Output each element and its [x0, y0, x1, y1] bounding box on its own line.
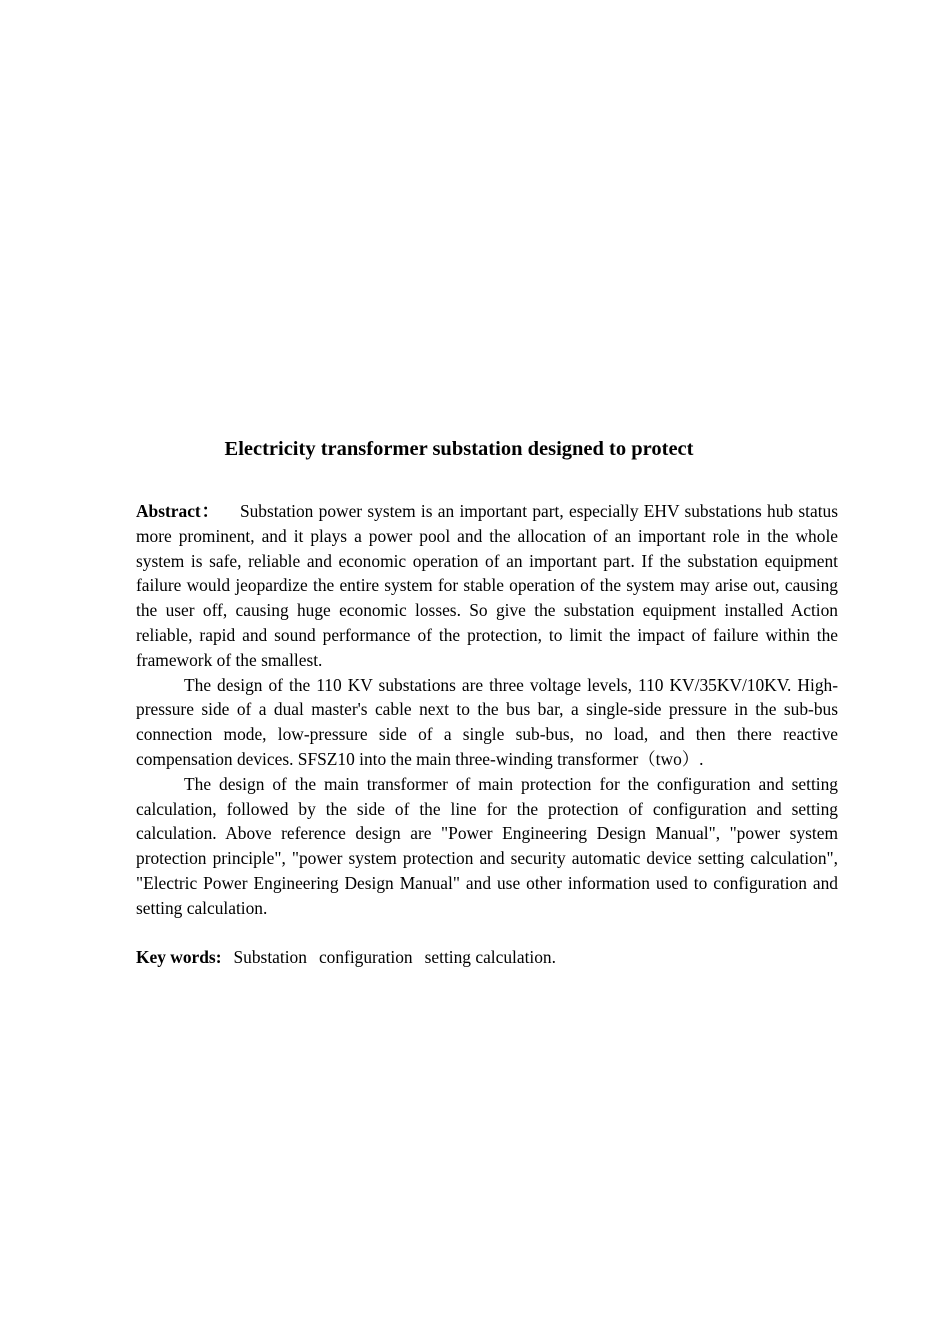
keywords-label: Key words: — [136, 947, 222, 968]
abstract-section — [136, 499, 838, 970]
keyword-item: configuration — [318, 947, 413, 968]
abstract-paragraph-2: The design of the 110 KV substations are three voltage levels, 110 KV/35KV/10KV. High-pressure side of a dual master's cable next to the bus bar, a single-side pressure in the sub-bus connection mode, low-pressure side of a single sub-bus, no load, and then there reactive compensation devices. SFSZ10 into the main three-winding transformer（two）. — [136, 674, 838, 769]
keyword-item: Substation — [233, 947, 307, 968]
abstract-label: Abstract： — [136, 501, 220, 521]
keywords-line — [136, 945, 838, 970]
document-title: Electricity transformer substation designed to protect — [224, 438, 694, 460]
abstract-paragraph-1 — [136, 499, 838, 673]
abstract-paragraph-1-text: Substation power system is an important part, especially EHV substations hub status more prominent, and it plays a power pool and the allocation of an important role in the whole system is safe, reliable and economic operation of an important part. If the substation equipment failure would jeopardize the entire system for stable operation of the system may arise out, causing the user off, causing huge economic losses. So give the substation equipment installed Action reliable, rapid and sound performance of the protection, to limit the impact of failure within the framework of the smallest. — [136, 501, 838, 670]
keyword-item: setting calculation. — [424, 947, 556, 968]
abstract-paragraph-3: The design of the main transformer of main protection for the configuration and setting calculation, followed by the side of the line for the protection of configuration and setting calculation. Above reference design are "Power Engineering Design Manual", "power system protection principle", "power system protection and security automatic device setting calculation", "Electric Power Engineering Design Manual" and use other information used to configuration and setting calculation. — [136, 773, 838, 918]
